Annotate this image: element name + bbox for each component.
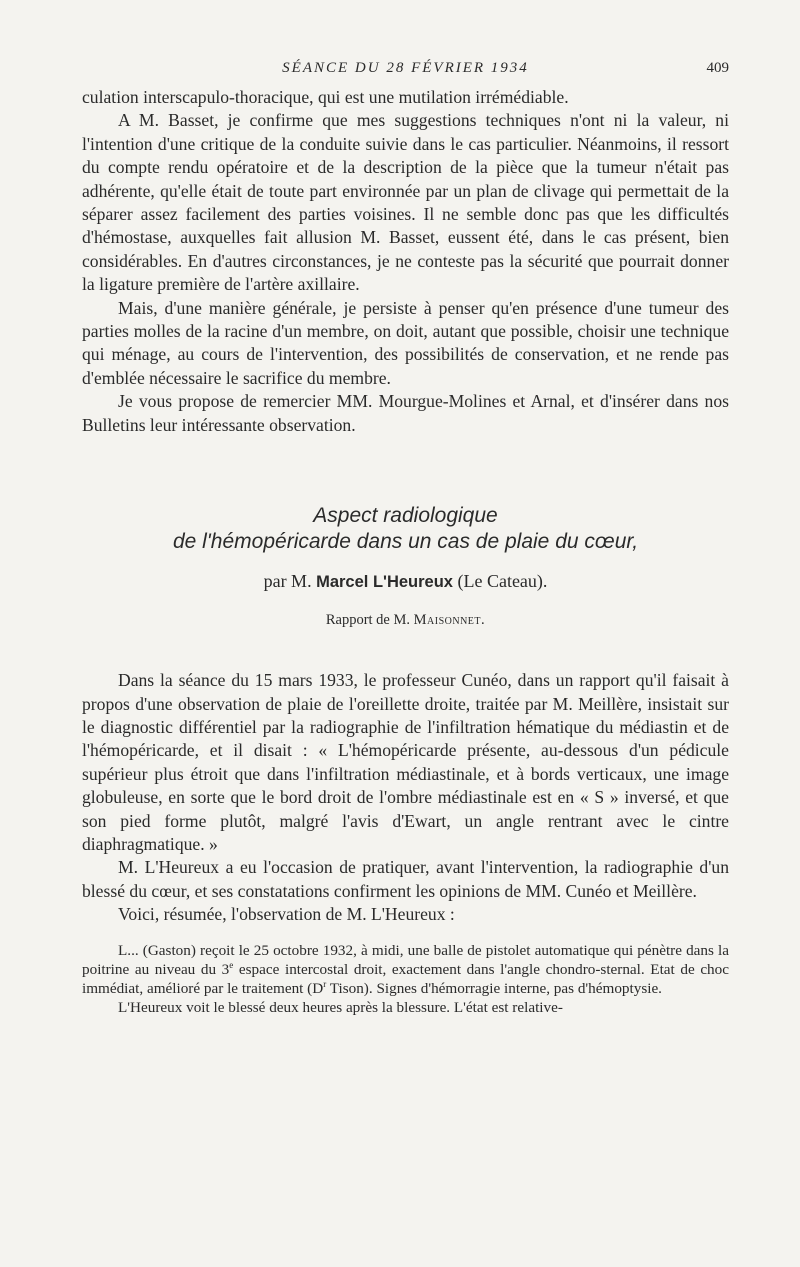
article-title-line-1: Aspect radiologique [313,504,498,528]
paragraph-continuation: culation interscapulo-thoracique, qui est une mutilation irrémédiable. [82,87,569,107]
page-number: 409 [706,60,729,76]
article-title [82,503,729,555]
observation-text-3: Tison). Signes d'hémorragie interne, pas d'hémoptysie. [326,979,662,997]
observation-text-2: espace intercostal droit, exactement dans l'angle chondro-sternal. Etat de choc immédiat, amélioré par le traitement (D [82,960,729,997]
byline [82,571,729,592]
rapporteur-name: Maisonnet. [413,612,486,629]
author-affiliation: (Le Cateau). [452,571,548,592]
section-spacer [82,437,729,503]
observation-paragraph-2: L'Heureux voit le blessé deux heures après la blessure. L'état est relative- [118,999,563,1017]
observation-text-1: L... (Gaston) reçoit le 25 octobre 1932, à midi, une balle de pistolet automatique qui pénètre dans la poitrine au niveau du 3 [82,941,729,978]
paragraph-general-opinion: Mais, d'une manière générale, je persiste à penser qu'en présence d'une tumeur des parties molles de la racine d'un membre, on doit, autant que possible, choisir une technique qui ménage, au cours de l'intervention, des possibilités de conservation, et ne rende pas d'emblée nécessaire le sacrifice du membre. [82,297,729,388]
byline-prefix: par M. [263,571,317,592]
body-paragraph-cuneo: Dans la séance du 15 mars 1933, le professeur Cunéo, dans un rapport qu'il faisait à propos d'une observation de plaie de l'oreillette droite, traitée par M. Meillère, insistait sur le diagnostic différentiel par la radiographie de l'infiltration hématique du médiastin et de l'hémopéricarde, et il disait : « L'hémopéricarde présente, au-dessous d'un pédicule supérieur plus étroit que dans l'infiltration médiastinale, et à bords verticaux, une image globuleuse, en sorte que le bord droit de l'ombre médiastinale est en « S » inversé, et que son pied forme plutôt, malgré l'avis d'Ewart, un angle rentrant avec le cintre diaphragmatique. » [82,670,729,854]
page [82,58,729,1017]
article-title-line-2: de l'hémopéricarde dans un cas de plaie du cœur, [172,530,639,554]
report-prefix: Rapport de M. [325,612,414,629]
observation-block [82,941,729,1018]
observation-paragraph-1 [82,941,729,999]
running-head [82,58,729,86]
section-spacer-2 [82,629,729,669]
running-title: SÉANCE DU 28 FÉVRIER 1934 [282,60,529,76]
body-paragraph-lheureux: M. L'Heureux a eu l'occasion de pratiquer, avant l'intervention, la radiographie d'un blessé du cœur, et ses constatations confirment les opinions de MM. Cunéo et Meillère. [82,857,729,901]
paragraph-reply-basset: A M. Basset, je confirme que mes suggestions techniques n'ont ni la valeur, ni l'intention d'une critique de la conduite suivie dans le cas particulier. Néanmoins, il ressort du compte rendu opératoire et de la description de la pièce que la tumeur n'était pas adhérente, qu'elle était de toute part environnée par un plan de clivage qui permettait de la séparer assez facilement des parties voisines. Il ne semble donc pas que les difficultés d'hémostase, auxquelles fait allusion M. Basset, eussent été, dans le cas présent, bien considérables. En d'autres circonstances, je ne conteste pas la sécurité que pourrait donner la ligature première de l'artère axillaire. [82,110,729,295]
report-note [82,612,729,629]
observation-superscript-1: e [229,959,234,970]
observation-superscript-2: r [323,978,327,989]
paragraph-conclusion: Je vous propose de remercier MM. Mourgue-Molines et Arnal, et d'insérer dans nos Bulletins leur intéressante observation. [82,391,729,435]
body-paragraph-intro-observation: Voici, résumée, l'observation de M. L'Heureux : [118,904,455,925]
author-name: Marcel L'Heureux [316,573,453,592]
